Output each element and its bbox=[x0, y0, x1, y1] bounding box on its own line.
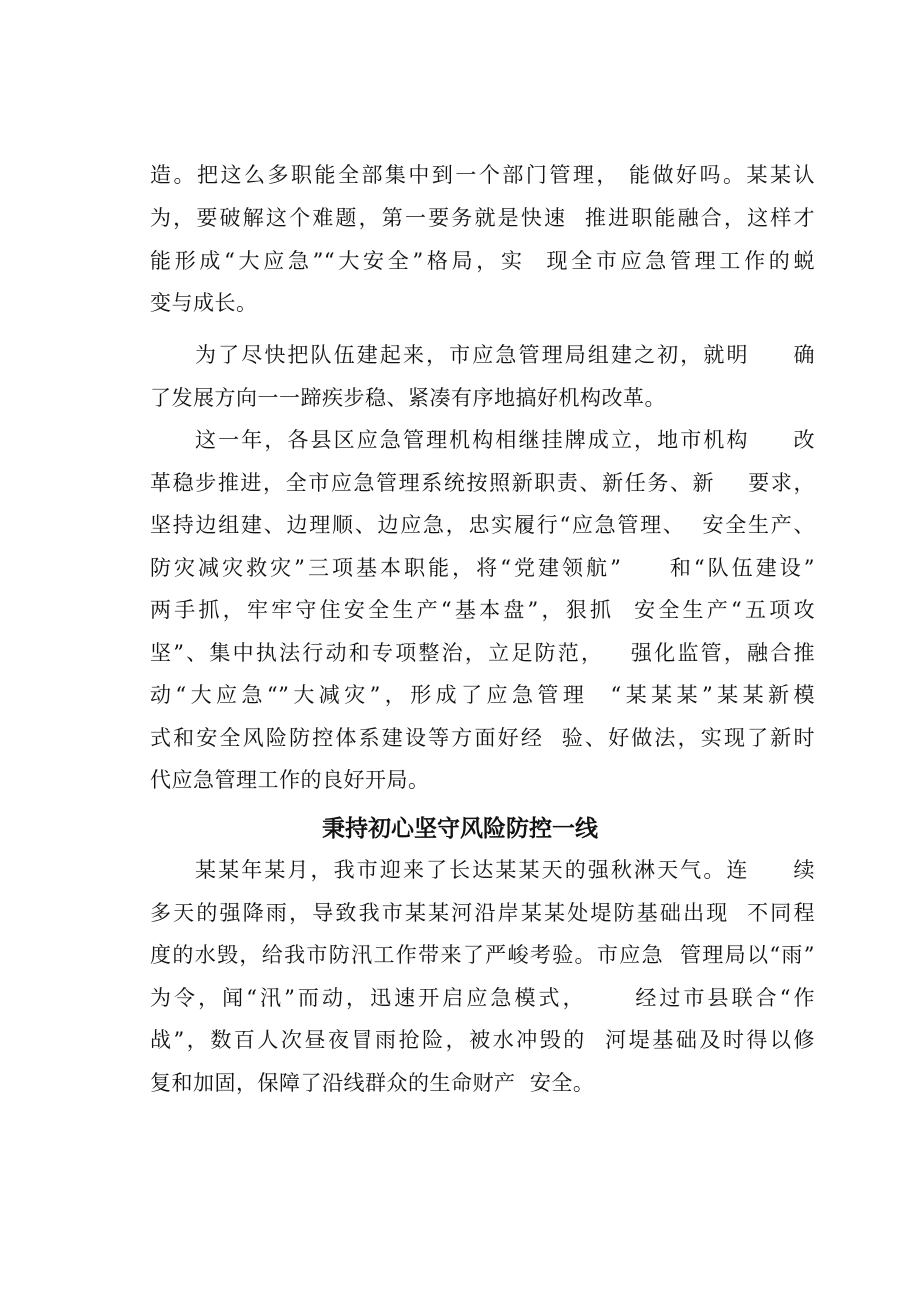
paragraph-line: 代应急管理工作的良好开局。 bbox=[150, 768, 430, 792]
paragraph-line: 复和加固，保障了沿线群众的生命财产 安全。 bbox=[150, 1071, 595, 1095]
paragraph-line: 式和安全风险防控体系建设等方面好经 验、好做法，实现了新时 bbox=[150, 726, 815, 750]
section-heading: 秉持初心坚守风险防控一线 bbox=[322, 816, 598, 842]
paragraph-line: 这一年，各县区应急管理机构相继挂牌成立，地市机构 改 bbox=[195, 428, 815, 452]
paragraph-line: 坚持边组建、边理顺、边应急，忠实履行“应急管理、 安全生产、 bbox=[150, 513, 815, 537]
paragraph-line: 能形成“大应急”“大安全”格局，实 现全市应急管理工作的蜕 bbox=[150, 249, 815, 273]
paragraph-line: 为，要破解这个难题，第一要务就是快速 推进职能融合，这样才 bbox=[150, 206, 815, 230]
paragraph-line: 动“大应急“”大减灾”，形成了应急管理 “某某某”某某新模 bbox=[150, 683, 815, 707]
paragraph-line: 为了尽快把队伍建起来，市应急管理局组建之初，就明 确 bbox=[195, 343, 815, 367]
paragraph-line: 了发展方向一一蹄疾步稳、紧凑有序地搞好机构改革。 bbox=[150, 386, 666, 410]
paragraph-line: 变与成长。 bbox=[150, 291, 258, 315]
paragraph-line: 革稳步推进，全市应急管理系统按照新职责、新任务、新 要求， bbox=[150, 471, 815, 495]
paragraph-line: 坚”、集中执法行动和专项整治，立足防范， 强化监管，融合推 bbox=[150, 641, 815, 665]
paragraph-line: 造。把这么多职能全部集中到一个部门管理， 能做好吗。某某认 bbox=[150, 163, 815, 187]
paragraph-line: 为令，闻“汛”而动，迅速开启应急模式， 经过市县联合“作 bbox=[150, 986, 815, 1010]
paragraph-line: 战”，数百人次昼夜冒雨抢险，被水冲毁的 河堤基础及时得以修 bbox=[150, 1028, 815, 1052]
paragraph-line: 度的水毁，给我市防汛工作带来了严峻考验。市应急 管理局以“雨” bbox=[150, 943, 815, 967]
paragraph-line: 两手抓，牢牢守住安全生产“基本盘”，狠抓 安全生产“五项攻 bbox=[150, 598, 815, 622]
paragraph-line: 多天的强降雨，导致我市某某河沿岸某某处堤防基础出现 不同程 bbox=[150, 901, 815, 925]
paragraph-line: 防灾减灾救灾”三项基本职能，将“党建领航” 和“队伍建设” bbox=[150, 556, 815, 580]
paragraph-line: 某某年某月，我市迎来了长达某某天的强秋淋天气。连 续 bbox=[195, 858, 815, 882]
